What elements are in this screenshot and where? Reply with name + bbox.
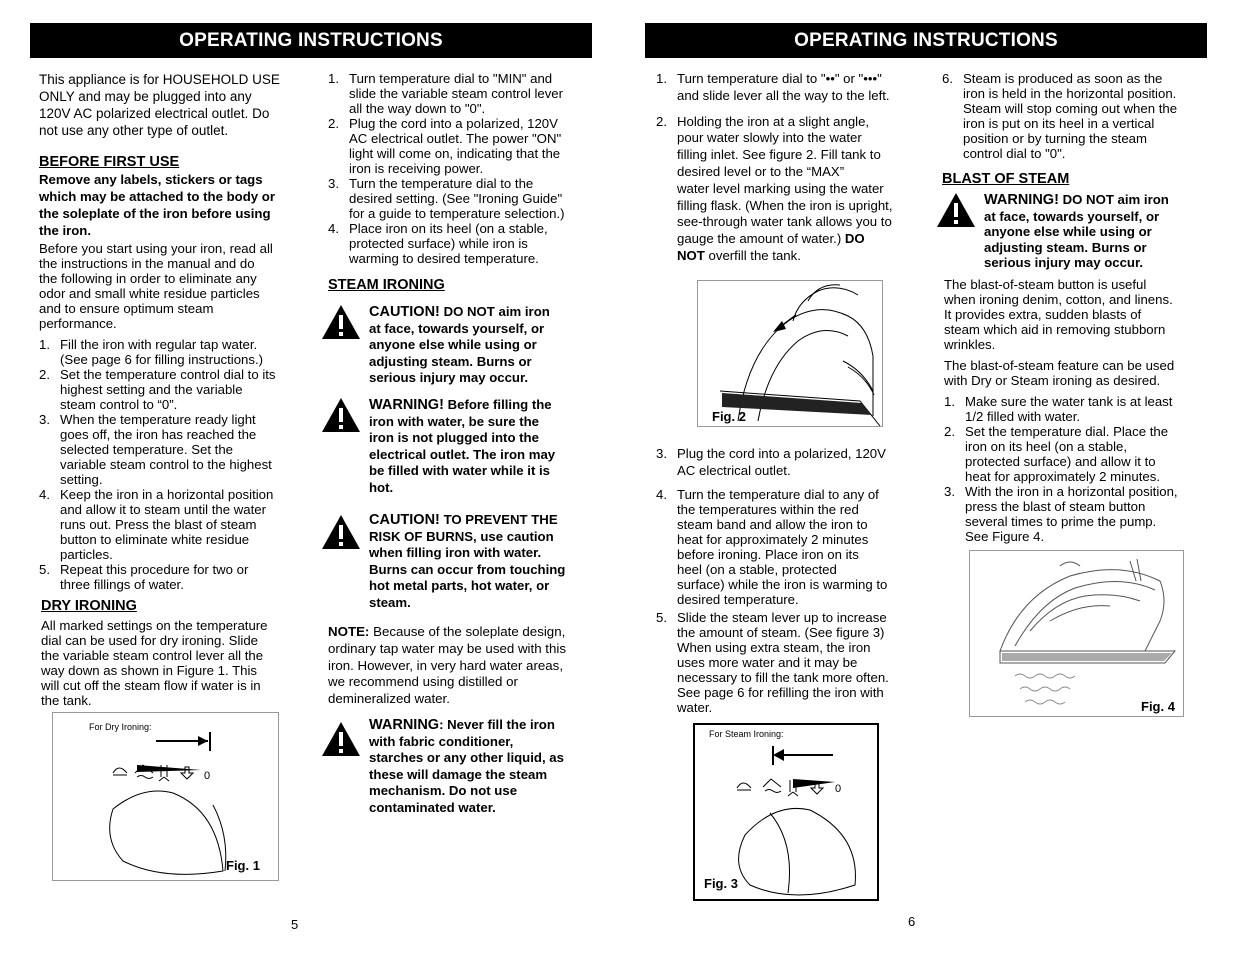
step-line: iron is put on its heel in a vertical (963, 116, 1155, 131)
step-line: Plug the cord into a polarized, 120V (677, 446, 886, 461)
warning-2-text (369, 717, 564, 816)
warning-line: with fabric conditioner, (369, 733, 514, 749)
step-line: several times to prime the pump. (965, 514, 1157, 529)
list-item (39, 412, 301, 487)
caution-word: CAUTION! (369, 304, 440, 320)
note-line: ordinary tap water may be used with this (328, 640, 566, 656)
column-3-lower (656, 446, 908, 715)
step-line: runs out. Press the blast of steam (60, 517, 257, 532)
step-line: for a guide to temperature selection.) (349, 206, 565, 221)
step-line: Keep the iron in a horizontal position (60, 487, 274, 502)
warning-line: be filled with water while it is (369, 463, 550, 478)
figure-4 (969, 550, 1184, 717)
warning-line: contaminated water. (369, 799, 496, 815)
column-3-steps-b (656, 446, 908, 715)
column-3 (656, 71, 908, 265)
caution-line: Burns can occur from touching (369, 561, 566, 577)
step-line: Set the temperature dial. Place the (965, 424, 1169, 439)
note-line: demineralized water. (328, 691, 450, 707)
column-4-lower (944, 277, 1200, 544)
step-line: and slide lever all the way to the left. (677, 87, 890, 103)
step-number: 3. (328, 176, 339, 191)
step-line: steam control to “0”. (60, 397, 178, 412)
caution-1-text (369, 304, 550, 387)
para-line: when ironing denim, cotton, and linens. (944, 292, 1173, 307)
before-first-use-para (39, 241, 301, 331)
figure-3 (693, 723, 879, 901)
list-item (328, 116, 583, 176)
step-line: variable steam control to the highest (60, 457, 272, 472)
step-line: iron on its heel (on a stable, (965, 439, 1128, 454)
step-line: surface) while the iron is warming to (677, 576, 888, 592)
fig1-label: Fig. 1 (226, 858, 260, 873)
step-line: Set the temperature control dial to its (60, 367, 276, 382)
warning-line: DO NOT aim iron (1062, 192, 1169, 207)
banner-left (30, 23, 592, 58)
note-line: iron. However, in very hard water areas, (328, 657, 564, 673)
note-line: Because of the soleplate design, (373, 624, 566, 639)
figure-1 (52, 712, 279, 881)
caution-line: anyone else while using or (369, 337, 537, 352)
para-line: performance. (39, 316, 117, 331)
caution-line: at face, towards yourself, or (369, 320, 545, 336)
step-number: 1. (328, 71, 339, 86)
caution-line: hot metal parts, hot water, or (369, 578, 550, 593)
para-line: and to ensure optimum steam (39, 301, 214, 316)
step-line: and allow it to steam until the water (60, 502, 266, 517)
warning-block-3 (936, 192, 1198, 272)
warning-triangle-icon (321, 514, 361, 550)
step-line: warming to desired temperature. (349, 251, 539, 266)
step-line: setting. (60, 472, 103, 487)
figure-2 (697, 280, 883, 427)
step-number: 1. (656, 71, 667, 86)
banner-right (645, 23, 1207, 58)
column-2 (328, 71, 583, 266)
bold-line: which may be attached to the body or (39, 189, 275, 204)
step-line: heel (on a stable, protected (677, 561, 837, 577)
step-line: See page 6 for refilling the iron with (677, 684, 884, 700)
list-item (656, 71, 908, 105)
column-1 (39, 71, 301, 708)
step-line: overfill the tank. (708, 247, 801, 263)
para-line: will cut off the steam flow if water is in (41, 678, 261, 693)
para-line: All marked settings on the temperature (41, 618, 268, 633)
list-item (39, 562, 301, 592)
fig3-label: Fig. 3 (704, 876, 738, 891)
caution-line: RISK OF BURNS, use caution (369, 528, 554, 544)
step-line: With the iron in a horizontal position, (965, 484, 1178, 499)
fig1-zero: 0 (204, 770, 211, 782)
step-line: desired temperature. (677, 591, 799, 607)
step-line: AC electrical outlet. The power "ON" (349, 131, 562, 146)
steam-ironing-dial-illustration (695, 725, 877, 899)
step-line: water level marking using the water (677, 180, 884, 196)
step-line: heat for approximately 2 minutes. (965, 469, 1160, 484)
warning-line: Before filling the (447, 397, 552, 412)
step-line: three fillings of water. (60, 577, 184, 592)
step-number: 4. (328, 221, 339, 236)
warning-line: iron with water, be sure the (369, 413, 540, 429)
list-item (656, 114, 908, 265)
blast-para-2 (944, 358, 1200, 388)
intro-line: This appliance is for HOUSEHOLD USE (39, 72, 280, 87)
step-number: 4. (656, 486, 667, 502)
warning-word: WARNING! (984, 192, 1059, 208)
column-2-steps (328, 71, 583, 266)
page-number-right: 6 (908, 914, 916, 929)
step-line: 1/2 filled with water. (965, 409, 1081, 424)
caution-line: when filling iron with water. (369, 545, 542, 560)
bold-line: the soleplate of the iron before using (39, 206, 271, 221)
step-line: Turn temperature dial to "MIN" and (349, 71, 553, 86)
caution-line: serious injury may occur. (369, 370, 529, 385)
caution-line: adjusting steam. Burns or (369, 353, 532, 369)
para-line: odor and small white residue particles (39, 286, 260, 301)
step-line: all the way down to "0". (349, 101, 486, 116)
step-number: 3. (944, 484, 955, 499)
caution-line: TO PREVENT THE (443, 512, 558, 527)
step-line: necessary to fill the tank more often. (677, 669, 889, 685)
step-line: AC electrical outlet. (677, 462, 791, 478)
step-line: When the temperature ready light (60, 412, 256, 427)
para-line: steam which aid in removing stubborn (944, 322, 1166, 337)
warning-line: these will damage the steam (369, 766, 548, 782)
warning-line: starches or any other liquid, as (369, 750, 564, 765)
step-number: 1. (944, 394, 955, 409)
list-item (942, 71, 1198, 161)
warning-triangle-icon (321, 721, 361, 757)
step-number: 3. (656, 446, 667, 461)
step-line: protected surface) and allow it to (965, 454, 1156, 469)
warning-block-2 (321, 717, 583, 822)
banner-right-title: OPERATING INSTRUCTIONS (794, 29, 1058, 51)
column-4-step6 (942, 71, 1198, 161)
warning-1-text (369, 397, 555, 496)
list-item (656, 487, 908, 607)
step-line: water. (677, 699, 713, 715)
step-line: desired level or to the “MAX” (677, 163, 845, 179)
list-item (328, 176, 583, 221)
warning-line: : Never fill the iron (439, 717, 555, 732)
step-line: gauge the amount of water.) (677, 231, 842, 247)
step-line: Turn temperature dial to "••" or "•••" (677, 71, 882, 86)
warning-block-1 (321, 397, 583, 502)
step-line: selected temperature. Set the (60, 442, 234, 457)
warning-line: iron is not plugged into the (369, 430, 539, 445)
warning-line: mechanism. Do not use (369, 783, 518, 798)
caution-word: CAUTION! (369, 512, 440, 528)
column-3-steps-a (656, 71, 908, 265)
step-line: steam band and allow the iron to (677, 516, 868, 532)
bold-line: Remove any labels, stickers or tags (39, 172, 263, 187)
blast-of-steam-illustration (970, 551, 1183, 716)
step-line: desired setting. (See "Ironing Guide" (349, 191, 563, 206)
caution-block-2 (321, 512, 583, 617)
step-line: Slide the steam lever up to increase (677, 609, 887, 625)
step-line: Repeat this procedure for two or (60, 562, 249, 577)
para-line: way down as shown in Figure 1. This (41, 663, 257, 678)
list-item (944, 424, 1200, 484)
step-line: pour water slowly into the water (677, 130, 862, 146)
para-line: the tank. (41, 693, 92, 708)
bold-do: DO (844, 231, 865, 247)
para-line: The blast-of-steam feature can be used (944, 358, 1175, 373)
step-number: 1. (39, 337, 50, 352)
step-line: iron is held in the horizontal position. (963, 86, 1177, 101)
warning-word: WARNING (369, 717, 440, 733)
step-line: slide the variable steam control lever (349, 86, 564, 101)
caution-block-1 (321, 304, 583, 389)
before-first-use-bold (39, 171, 301, 239)
caution-line: DO NOT aim iron (443, 304, 550, 319)
para-line: the following in order to eliminate any (39, 271, 257, 286)
blast-of-steam-heading: BLAST OF STEAM (942, 171, 1070, 187)
fig1-caption: For Dry Ironing: (89, 722, 152, 732)
step-number: 6. (942, 71, 953, 86)
list-item (39, 337, 301, 367)
step-line: Place iron on its heel (on a stable, (349, 221, 548, 236)
step-line: protected surface) while iron is (349, 236, 528, 251)
step-line: Turn the temperature dial to the (349, 176, 534, 191)
step-line: Steam is produced as soon as the (963, 71, 1163, 86)
para-line: Before you start using your iron, read all (39, 241, 273, 256)
step-line: the temperatures within the red (677, 501, 859, 517)
para-line: It provides extra, sudden blasts of (944, 307, 1142, 322)
step-line: highest setting and the variable (60, 382, 243, 397)
step-line: control dial to "0". (963, 146, 1066, 161)
before-first-use-steps (39, 337, 301, 592)
step-number: 2. (944, 424, 955, 439)
water-filling-illustration (698, 281, 882, 426)
step-line: uses more water and it may be (677, 654, 858, 670)
para-line: the variable steam control lever all the (41, 648, 264, 663)
step-line: button to eliminate white residue (60, 532, 250, 547)
list-item (39, 367, 301, 412)
step-line: Plug the cord into a polarized, 120V (349, 116, 558, 131)
step-number: 4. (39, 487, 50, 502)
step-line: heat for approximately 2 minutes (677, 531, 869, 547)
list-item (944, 484, 1200, 544)
step-line: Fill the iron with regular tap water. (60, 337, 258, 352)
step-line: particles. (60, 547, 113, 562)
dry-ironing-heading: DRY IRONING (41, 598, 137, 614)
step-line: Steam will stop coming out when the (963, 101, 1178, 116)
step-line: filling flask. (When the iron is upright, (677, 197, 893, 213)
caution-2-text (369, 512, 565, 611)
para-line: wrinkles. (944, 337, 996, 352)
list-item (944, 394, 1200, 424)
column-4-steps (944, 394, 1200, 544)
intro-line: not use any other type of outlet. (39, 123, 229, 138)
warning-triangle-icon (321, 397, 361, 433)
warning-line: electrical outlet. The iron may (369, 446, 556, 462)
dry-ironing-dial-illustration (53, 713, 278, 880)
fig4-label: Fig. 4 (1141, 699, 1175, 714)
note-line: we recommend using distilled or (328, 674, 518, 690)
step-number: 2. (39, 367, 50, 382)
before-first-use-heading: BEFORE FIRST USE (39, 154, 180, 170)
fig3-caption: For Steam Ironing: (709, 729, 784, 739)
blast-para-1 (944, 277, 1200, 352)
para-line: The blast-of-steam button is useful (944, 277, 1147, 292)
step-line: press the blast of steam button (965, 499, 1146, 514)
warning-word: WARNING! (369, 397, 444, 413)
caution-line: steam. (369, 594, 411, 610)
warning-line: at face, towards yourself, or (984, 208, 1160, 224)
step-number: 2. (656, 113, 667, 129)
list-item (656, 446, 908, 480)
warning-line: hot. (369, 479, 394, 495)
step-number: 3. (39, 412, 50, 427)
list-item (328, 71, 583, 116)
intro-line: ONLY and may be plugged into any (39, 89, 252, 104)
step-line: goes off, the iron has reached the (60, 427, 257, 442)
step-line: Holding the iron at a slight angle, (677, 113, 870, 129)
step-line: see-through water tank allows you to (677, 214, 892, 230)
step-line: See Figure 4. (965, 529, 1045, 544)
step-line: iron is receiving power. (349, 161, 484, 176)
para-line: with Dry or Steam ironing as desired. (944, 373, 1161, 388)
bold-line: the iron. (39, 223, 92, 238)
fig3-zero: 0 (835, 783, 842, 795)
step-line: before ironing. Place iron on its (677, 546, 859, 562)
para-line: the instructions in the manual and do (39, 256, 255, 271)
intro (39, 71, 301, 139)
warning-triangle-icon (936, 192, 976, 228)
para-line: dial can be used for dry ironing. Slide (41, 633, 258, 648)
page-number-left: 5 (291, 917, 299, 932)
step-number: 5. (656, 609, 667, 625)
step-line: Turn the temperature dial to any of (677, 486, 879, 502)
warning-line: adjusting steam. Burns or (984, 239, 1147, 255)
fig2-label: Fig. 2 (712, 409, 746, 424)
step-line: (See page 6 for filling instructions.) (60, 352, 264, 367)
note-label: NOTE: (328, 624, 370, 639)
note-block (328, 624, 583, 708)
warning-line: serious injury may occur. (984, 255, 1144, 270)
column-4 (942, 71, 1198, 161)
list-item (39, 487, 301, 562)
banner-left-title: OPERATING INSTRUCTIONS (179, 29, 443, 51)
warning-line: anyone else while using or (984, 224, 1152, 239)
step-line: Make sure the water tank is at least (965, 394, 1173, 409)
step-number: 5. (39, 562, 50, 577)
list-item (656, 610, 908, 715)
intro-line: 120V AC polarized electrical outlet. Do (39, 106, 270, 121)
warning-3-text (984, 192, 1169, 271)
step-line: filling inlet. See figure 2. Fill tank to (677, 147, 881, 163)
bold-not: NOT (677, 247, 705, 263)
dry-ironing-para (39, 618, 301, 708)
step-number: 2. (328, 116, 339, 131)
warning-triangle-icon (321, 304, 361, 340)
list-item (328, 221, 583, 266)
step-line: the amount of steam. (See figure 3) (677, 624, 885, 640)
step-line: When using extra steam, the iron (677, 639, 871, 655)
steam-ironing-heading: STEAM IRONING (328, 277, 445, 293)
step-line: light will come on, indicating that the (349, 146, 561, 161)
step-line: position or by turning the steam (963, 131, 1147, 146)
